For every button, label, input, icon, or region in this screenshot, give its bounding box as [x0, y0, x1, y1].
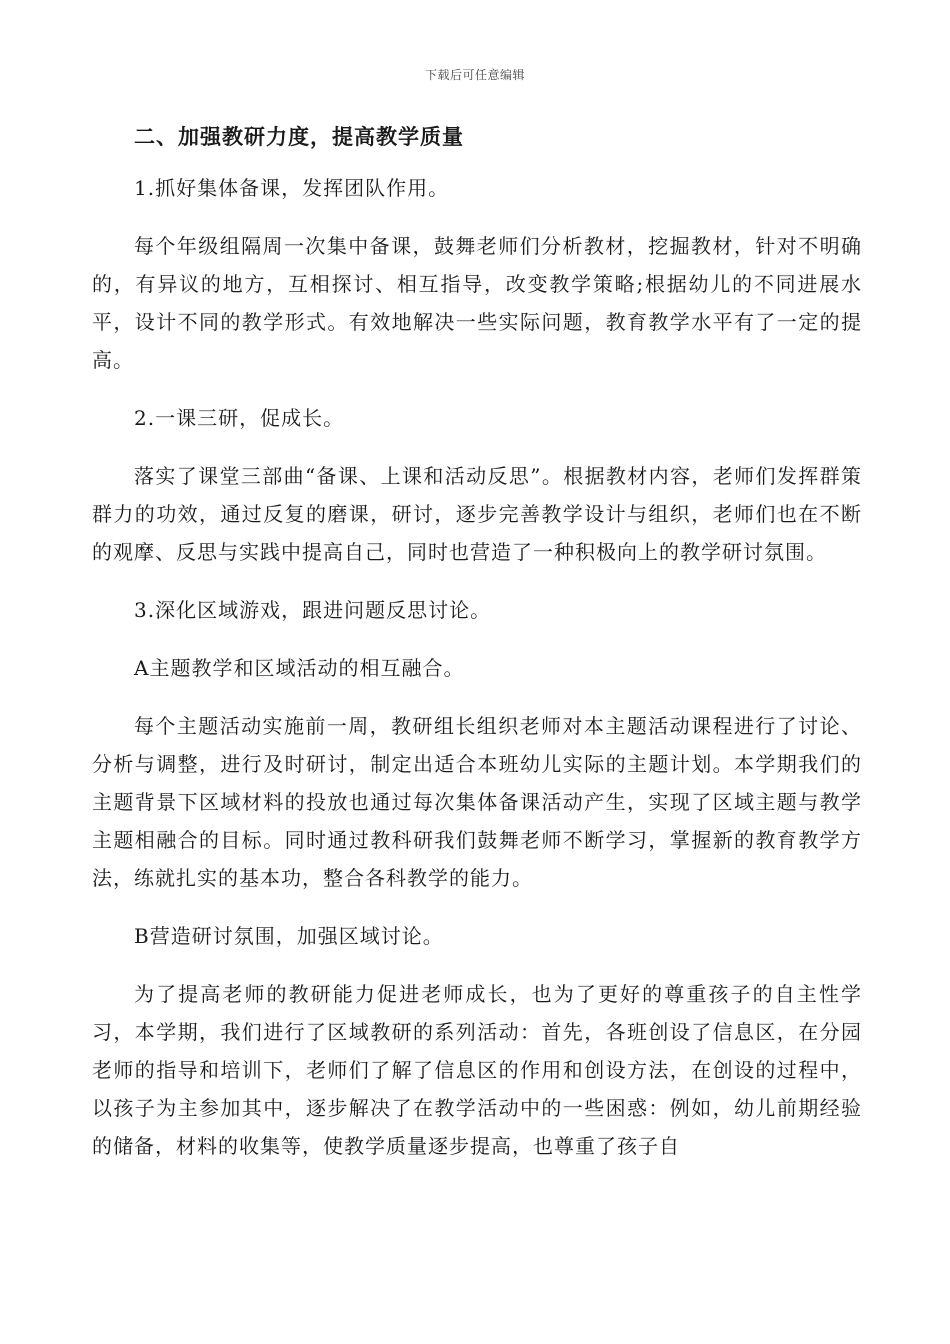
download-note: 下载后可任意编辑 — [424, 68, 525, 82]
subheading-collective-lesson-prep: 1.抓好集体备课，发挥团队作用。 — [134, 176, 450, 200]
document-body — [92, 118, 862, 1185]
paragraph: 为了提高老师的教研能力促进老师成长，也为了更好的尊重孩子的自主性学习，本学期，我们进行了区域教研的系列活动：首先，各班创设了信息区，在分园老师的指导和培训下，老师们了解了信息区的作用和创设方法，在创设的过程中，以孩子为主参加其中，逐步解决了在教学活动中的一些困惑：例如，幼儿前期经验的储备，材料的收集等，使教学质量逐步提高，也尊重了孩子自 — [92, 982, 862, 1158]
paragraph: 落实了课堂三部曲“备课、上课和活动反思”。根据教材内容，老师们发挥群策群力的功效，通过反复的磨课，研讨，逐步完善教学设计与组织，老师们也在不断的观摩、反思与实践中提高自己，同时也营造了一种积极向上的教学研讨氛围。 — [92, 464, 862, 564]
subheading-theme-integration: A主题教学和区域活动的相互融合。 — [134, 656, 465, 680]
paragraph: 每个主题活动实施前一周，教研组长组织老师对本主题活动课程进行了讨论、分析与调整，进行及时研讨，制定出适合本班幼儿实际的主题计划。本学期我们的主题背景下区域材料的投放也通过每次集体备课活动产生，实现了区域主题与教学主题相融合的目标。同时通过教科研我们鼓舞老师不断学习，掌握新的教育教学方法，练就扎实的基本功，整合各科教学的能力。 — [92, 714, 862, 890]
subheading-research-atmosphere: B营造研讨氛围，加强区域讨论。 — [134, 924, 444, 948]
section-heading: 二、加强教研力度，提高教学质量 — [134, 125, 464, 149]
paragraph: 每个年级组隔周一次集中备课，鼓舞老师们分析教材，挖掘教材，针对不明确的，有异议的地方，互相探讨、相互指导，改变教学策略;根据幼儿的不同进展水平，设计不同的教学形式。有效地解决一些实际问题，教育教学水平有了一定的提高。 — [92, 234, 862, 372]
subheading-regional-games: 3.深化区域游戏，跟进问题反思讨论。 — [134, 598, 492, 622]
subheading-one-lesson-three-studies: 2.一课三研，促成长。 — [134, 406, 345, 430]
